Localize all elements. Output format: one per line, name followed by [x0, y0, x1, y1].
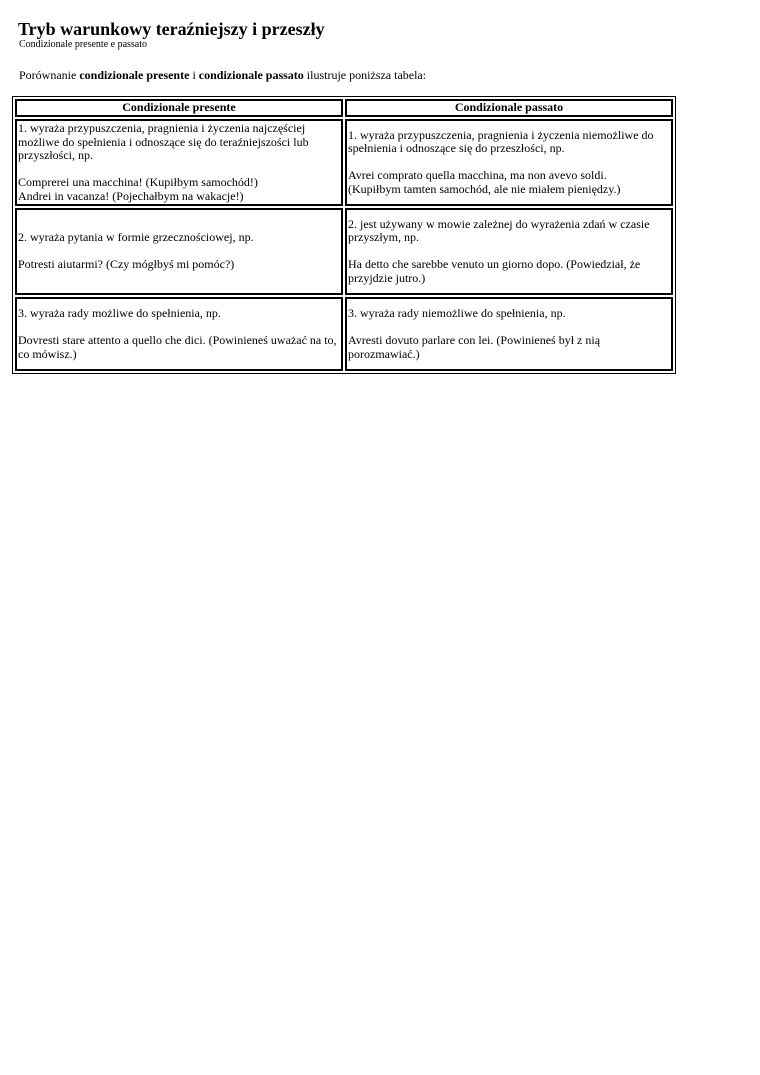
- cell-spacer: [18, 245, 341, 259]
- cell-spacer: [18, 163, 341, 177]
- table-row: [15, 208, 673, 295]
- cell-spacer: [348, 245, 671, 259]
- intro-middle: i: [189, 68, 199, 82]
- table-cell-passato: [345, 297, 673, 371]
- table-header-row: [15, 99, 673, 117]
- header-condizionale-presente: Condizionale presente: [15, 99, 343, 117]
- cell-example: Avresti dovuto parlare con lei. (Powinieneś był z nią porozmawiać.): [348, 333, 601, 361]
- cell-description: 1. wyraża przypuszczenia, pragnienia i życzenia najczęściej możliwe do spełnienia i odnoszące się do teraźniejszości lub przyszłości, np.: [18, 121, 309, 162]
- table-row: [15, 297, 673, 371]
- table-cell-presente: [15, 297, 343, 371]
- cell-example: Avrei comprato quella macchina, ma non avevo soldi.: [348, 168, 607, 183]
- cell-example: Andrei in vacanza! (Pojechałbym na wakacje!): [18, 188, 244, 203]
- page-title: Tryb warunkowy teraźniejszy i przeszły: [18, 19, 325, 39]
- cell-example: Dovresti stare attento a quello che dici. (Powinieneś uważać na to, co mówisz.): [18, 333, 337, 361]
- cell-example: (Kupiłbym tamten samochód, ale nie miałem pieniędzy.): [348, 181, 621, 196]
- page-subtitle: Condizionale presente e passato: [19, 39, 148, 50]
- cell-spacer: [18, 321, 341, 335]
- intro-term-presente: condizionale presente: [79, 68, 190, 82]
- table-cell-presente: [15, 208, 343, 295]
- cell-description: 3. wyraża rady niemożliwe do spełnienia, np.: [348, 306, 566, 320]
- cell-description: 3. wyraża rady możliwe do spełnienia, np.: [18, 306, 221, 320]
- cell-spacer: [348, 321, 671, 335]
- cell-example: Ha detto che sarebbe venuto un giorno dopo. (Powiedział, że przyjdzie jutro.): [348, 257, 641, 285]
- cell-example: Potresti aiutarmi? (Czy mógłbyś mi pomóc?): [18, 257, 235, 272]
- table-cell-presente: [15, 119, 343, 206]
- intro-prefix: Porównanie: [19, 68, 80, 82]
- comparison-table: [12, 96, 676, 374]
- table-row: [15, 119, 673, 206]
- cell-description: 2. jest używany w mowie zależnej do wyrażenia zdań w czasie przyszłym, np.: [348, 216, 650, 245]
- table-cell-passato: [345, 208, 673, 295]
- intro-paragraph: [19, 68, 426, 82]
- table-cell-passato: [345, 119, 673, 206]
- cell-description: 1. wyraża przypuszczenia, pragnienia i życzenia niemożliwe do spełnienia i odnoszące się do przeszłości, np.: [348, 127, 654, 156]
- cell-spacer: [348, 156, 671, 170]
- intro-term-passato: condizionale passato: [198, 68, 304, 82]
- header-condizionale-passato: Condizionale passato: [345, 99, 673, 117]
- cell-example: Comprerei una macchina! (Kupiłbym samochód!): [18, 175, 258, 189]
- cell-description: 2. wyraża pytania w formie grzecznościowej, np.: [18, 230, 254, 245]
- intro-suffix: ilustruje poniższa tabela:: [303, 68, 427, 82]
